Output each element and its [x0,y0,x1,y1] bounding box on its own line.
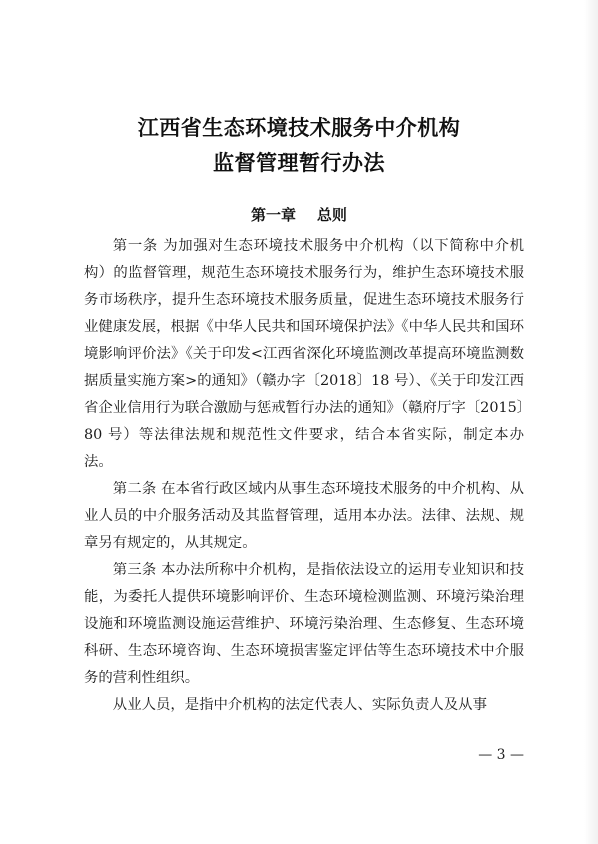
chapter-heading: 第一章 总则 [251,206,347,224]
article-2-paragraph: 第二条 在本省行政区域内从事生态环境技术服务的中介机构、从业人员的中介服务活动及其监督管理，适用本办法。法律、法规、规章另有规定的，从其规定。 [84,481,524,551]
article-3-paragraph: 第三条 本办法所称中介机构，是指依法设立的运用专业知识和技能，为委托人提供环境影响评价、生态环境检测监测、环境污染治理设施和环境监测设施运营维护、环境污染治理、生态修复、生态环境科研、生态环境咨询、生态环境损害鉴定评估等生态环境技术中介服务的营利性组织。 [84,562,524,686]
document-body [84,233,524,719]
practitioner-definition-paragraph: 从业人员，是指中介机构的法定代表人、实际负责人及从事 [112,697,487,713]
document-title-line-1: 江西省生态环境技术服务中介机构 [137,116,461,140]
article-1-paragraph: 第一条 为加强对生态环境技术服务中介机构（以下简称中介机构）的监督管理，规范生态环境技术服务行为，维护生态环境技术服务市场秩序，提升生态环境技术服务质量，促进生态环境技术服务行业健康发展，根据《中华人民共和国环境保护法》《中华人民共和国环境影响评价法》《关于印发<江西省深化环境监测改革提高环境监测数据质量实施方案>的通知》（赣办字〔2018〕18 号）、《关于印发江西省企业信用行为联合激励与惩戒暂行办法的通知》（赣府厅字〔2015〕80 号）等法律法规和规范性文件要求，结合本省实际，制定本办法。 [84,238,524,470]
page-number: — 3 — [478,747,524,763]
document-title-line-2: 监督管理暂行办法 [213,151,385,175]
